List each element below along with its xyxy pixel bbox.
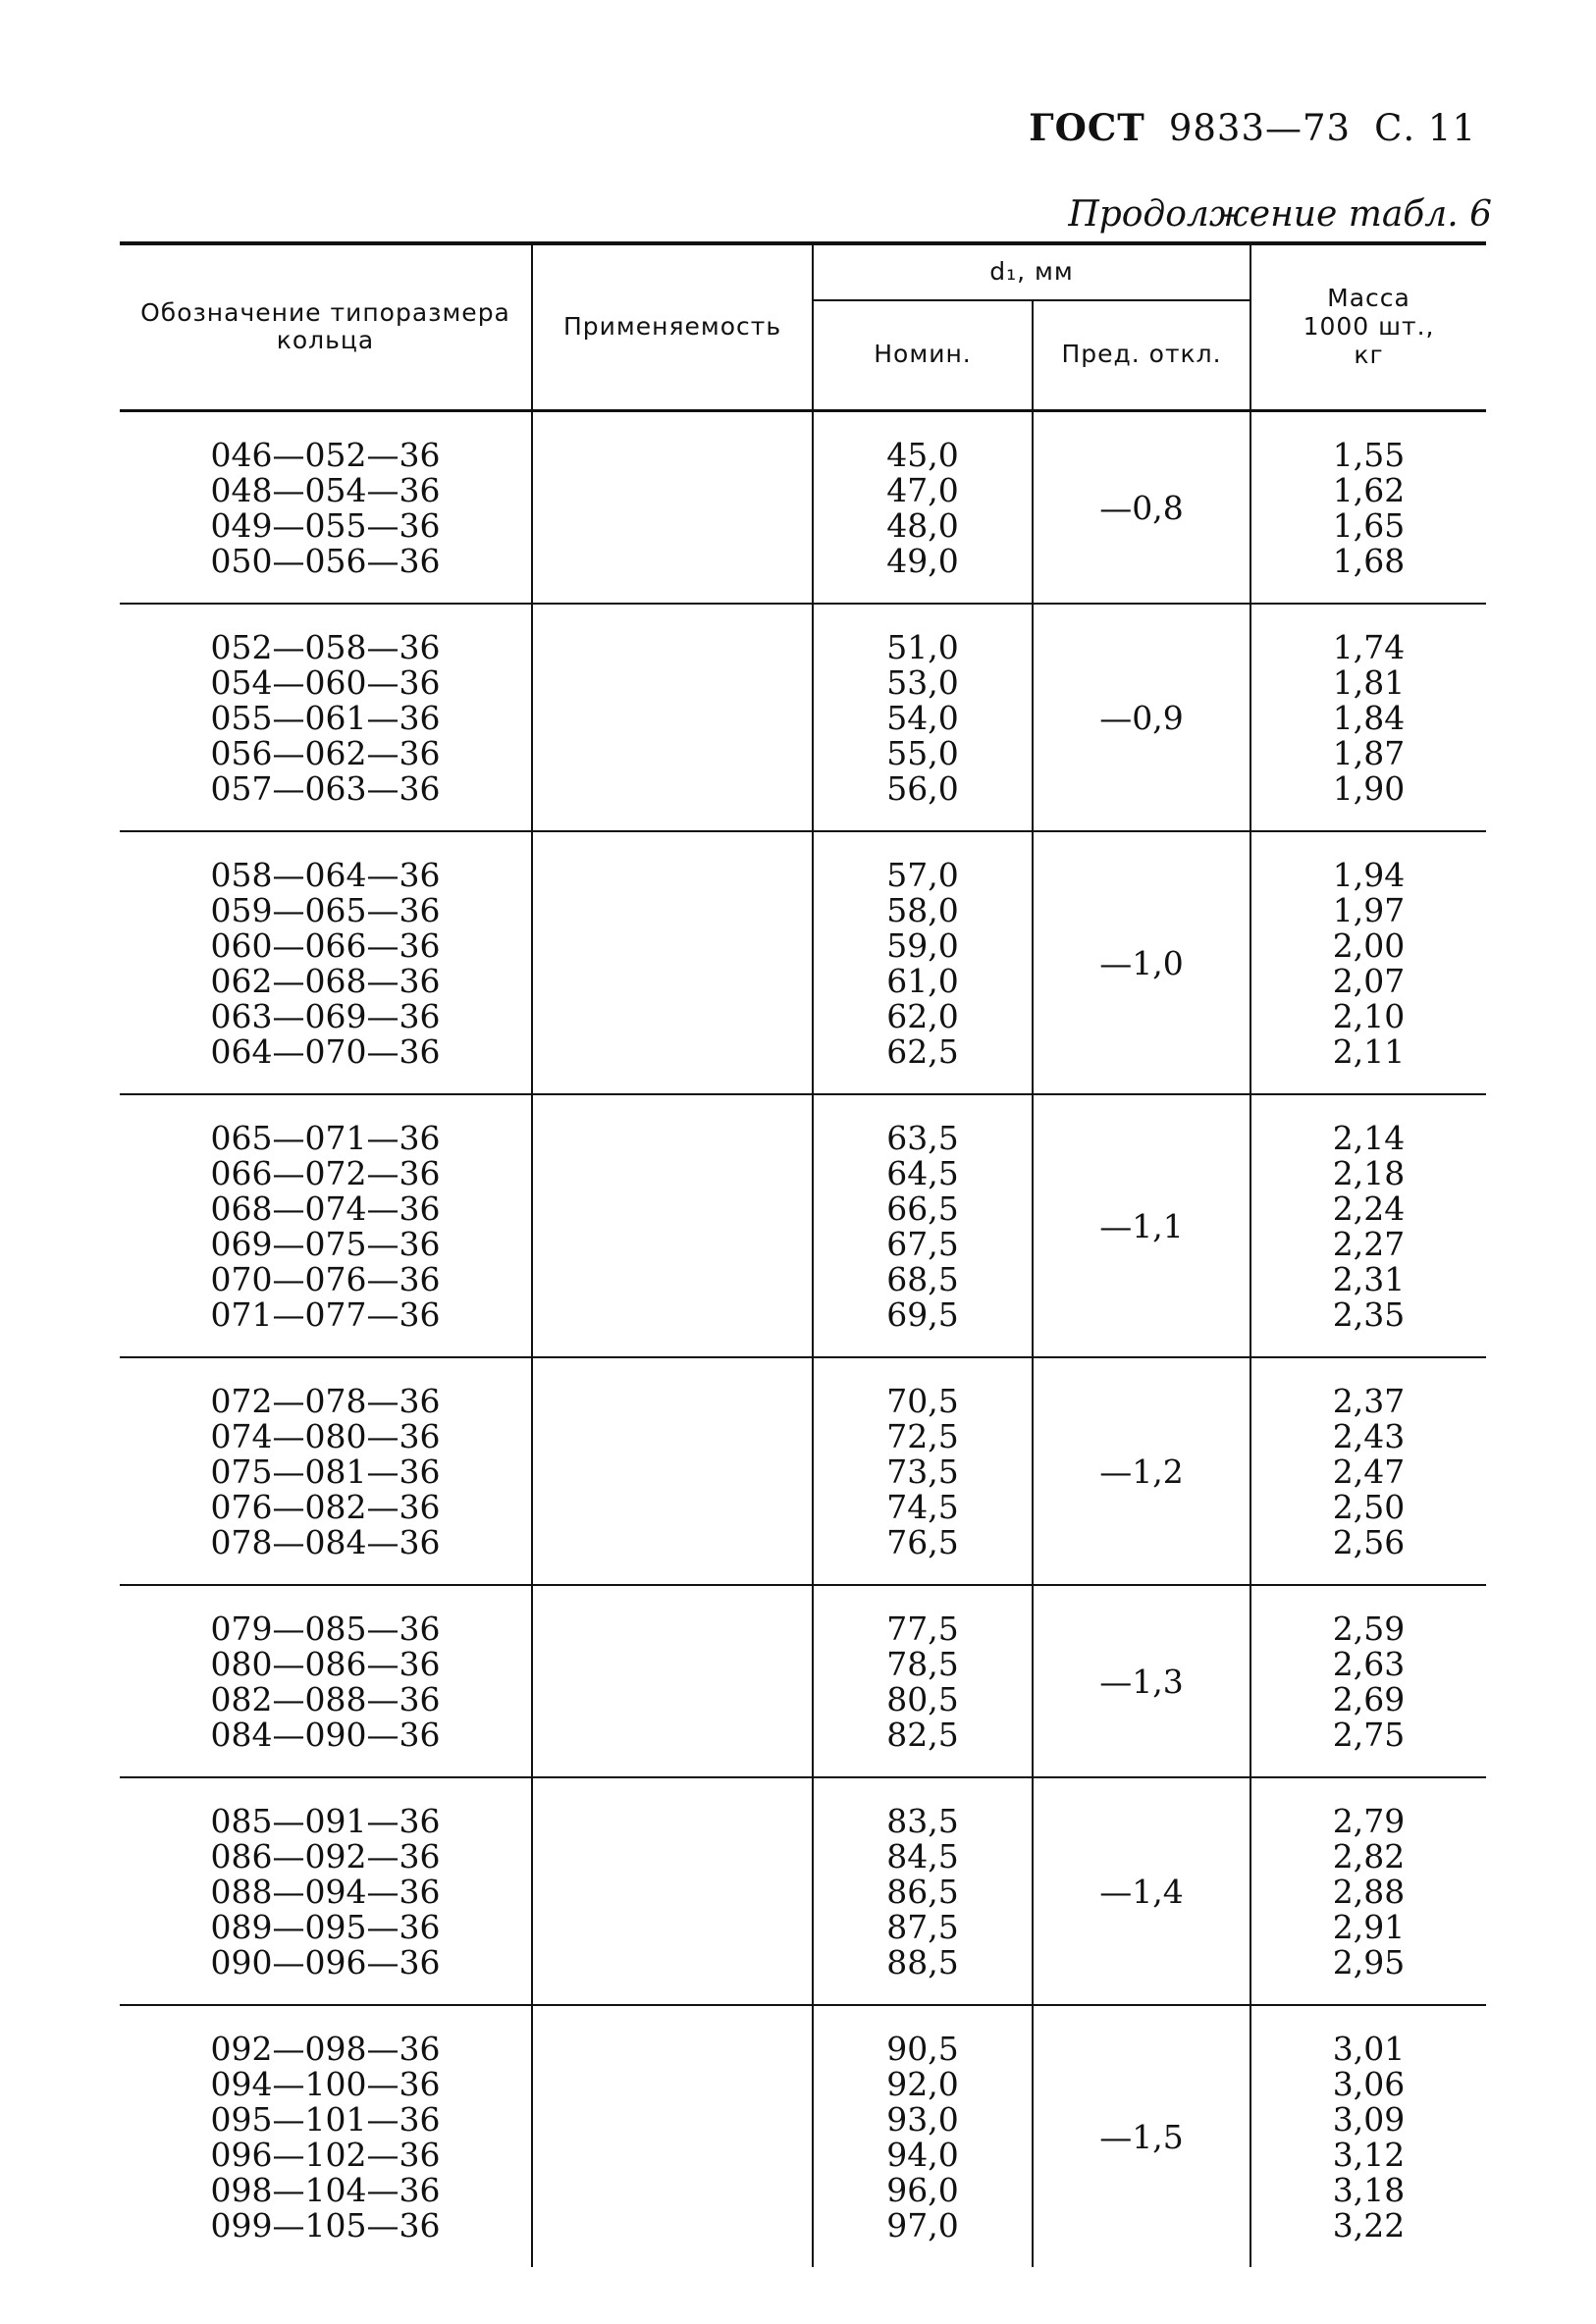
table-body [120, 410, 1486, 2267]
applicability-cell [532, 2005, 813, 2267]
table-row-group [120, 1585, 1486, 1777]
nominal-value: 57,0 [886, 855, 959, 894]
designation: 069—075—36 [210, 1224, 441, 1263]
designation: 049—055—36 [210, 505, 441, 545]
nominal-value: 73,5 [886, 1452, 959, 1491]
nominal-value: 70,5 [886, 1381, 959, 1420]
designation: 075—081—36 [210, 1452, 441, 1491]
nominal-header: Номин. [813, 300, 1033, 410]
applicability-cell [532, 1777, 813, 2005]
mass-value: 2,24 [1332, 1188, 1406, 1228]
nominal-value-cell [813, 1357, 1033, 1585]
nominal-value: 58,0 [886, 890, 959, 929]
mass-value: 2,63 [1332, 1644, 1406, 1683]
nominal-value-cell [813, 1094, 1033, 1357]
nominal-value: 47,0 [886, 470, 959, 509]
nominal-value: 66,5 [886, 1188, 959, 1228]
mass-value: 1,55 [1332, 435, 1406, 474]
designation: 099—105—36 [210, 2205, 441, 2245]
mass-value: 2,18 [1332, 1153, 1406, 1192]
designation: 090—096—36 [210, 1942, 441, 1981]
nominal-value: 72,5 [886, 1416, 959, 1455]
mass-value: 2,59 [1332, 1609, 1406, 1648]
mass-value: 2,69 [1332, 1679, 1406, 1718]
designation-cell [120, 1585, 532, 1777]
nominal-value-cell [813, 831, 1033, 1094]
tolerance-header: Пред. откл. [1033, 300, 1250, 410]
designation: 084—090—36 [210, 1715, 441, 1754]
designation: 098—104—36 [210, 2170, 441, 2209]
mass-value: 1,65 [1332, 505, 1406, 545]
nominal-value: 76,5 [886, 1522, 959, 1561]
designation: 071—077—36 [210, 1294, 441, 1334]
designation: 094—100—36 [210, 2064, 441, 2103]
mass-value: 2,95 [1332, 1942, 1406, 1981]
nominal-value: 62,5 [886, 1031, 959, 1071]
designation: 096—102—36 [210, 2135, 441, 2174]
designation: 055—061—36 [210, 698, 441, 737]
applicability-cell [532, 410, 813, 604]
nominal-value: 93,0 [886, 2099, 959, 2139]
designation-cell [120, 410, 532, 604]
designation: 086—092—36 [210, 1836, 441, 1875]
nominal-value-cell [813, 604, 1033, 831]
mass-value: 2,75 [1332, 1715, 1406, 1754]
nominal-value: 87,5 [886, 1907, 959, 1946]
designation: 048—054—36 [210, 470, 441, 509]
mass-value: 2,11 [1332, 1031, 1406, 1071]
designation: 076—082—36 [210, 1487, 441, 1526]
mass-value: 2,91 [1332, 1907, 1406, 1946]
mass-value: 1,84 [1332, 698, 1406, 737]
mass-value: 2,56 [1332, 1522, 1406, 1561]
nominal-value: 88,5 [886, 1942, 959, 1981]
mass-value: 3,18 [1332, 2170, 1406, 2209]
mass-value-cell [1250, 1585, 1486, 1777]
nominal-value: 51,0 [886, 627, 959, 666]
mass-value: 2,88 [1332, 1872, 1406, 1911]
nominal-value: 55,0 [886, 733, 959, 772]
designation: 074—080—36 [210, 1416, 441, 1455]
nominal-value: 83,5 [886, 1801, 959, 1840]
nominal-value: 80,5 [886, 1679, 959, 1718]
designation: 050—056—36 [210, 541, 441, 580]
mass-value-cell [1250, 410, 1486, 604]
designation: 085—091—36 [210, 1801, 441, 1840]
mass-value: 3,09 [1332, 2099, 1406, 2139]
nominal-value: 68,5 [886, 1259, 959, 1298]
mass-value: 1,68 [1332, 541, 1406, 580]
designation: 088—094—36 [210, 1872, 441, 1911]
mass-value: 2,43 [1332, 1416, 1406, 1455]
nominal-value: 62,0 [886, 996, 959, 1035]
tolerance-value: —1,1 [1033, 1094, 1250, 1357]
d1-header: d₁, мм [813, 243, 1250, 300]
nominal-value: 84,5 [886, 1836, 959, 1875]
designation: 082—088—36 [210, 1679, 441, 1718]
mass-value-cell [1250, 604, 1486, 831]
table-row-group [120, 1777, 1486, 2005]
nominal-value: 59,0 [886, 925, 959, 965]
mass-value: 1,74 [1332, 627, 1406, 666]
tolerance-value: —0,8 [1033, 410, 1250, 604]
nominal-value-cell [813, 1777, 1033, 2005]
nominal-value: 92,0 [886, 2064, 959, 2103]
mass-value: 2,10 [1332, 996, 1406, 1035]
nominal-value: 54,0 [886, 698, 959, 737]
nominal-value: 74,5 [886, 1487, 959, 1526]
nominal-value: 96,0 [886, 2170, 959, 2209]
designation: 080—086—36 [210, 1644, 441, 1683]
designation-cell [120, 1094, 532, 1357]
table-row-group [120, 410, 1486, 604]
applicability-cell [532, 1357, 813, 1585]
mass-value-cell [1250, 831, 1486, 1094]
nominal-value: 69,5 [886, 1294, 959, 1334]
table-row-group [120, 1357, 1486, 1585]
designation: 089—095—36 [210, 1907, 441, 1946]
designation: 078—084—36 [210, 1522, 441, 1561]
nominal-value: 48,0 [886, 505, 959, 545]
nominal-value: 53,0 [886, 662, 959, 702]
designation: 054—060—36 [210, 662, 441, 702]
tolerance-value: —1,0 [1033, 831, 1250, 1094]
designation: 062—068—36 [210, 961, 441, 1000]
designation-cell [120, 2005, 532, 2267]
nominal-value-cell [813, 1585, 1033, 1777]
nominal-value: 63,5 [886, 1118, 959, 1157]
nominal-value-cell [813, 410, 1033, 604]
mass-value: 2,79 [1332, 1801, 1406, 1840]
nominal-value: 61,0 [886, 961, 959, 1000]
designation: 052—058—36 [210, 627, 441, 666]
ring-size-table [120, 241, 1486, 2267]
designation: 057—063—36 [210, 768, 441, 808]
designation: 070—076—36 [210, 1259, 441, 1298]
nominal-value: 64,5 [886, 1153, 959, 1192]
nominal-value: 45,0 [886, 435, 959, 474]
page-number: С. 11 [1374, 107, 1476, 149]
designation: 063—069—36 [210, 996, 441, 1035]
nominal-value: 49,0 [886, 541, 959, 580]
mass-value-cell [1250, 2005, 1486, 2267]
designation: 060—066—36 [210, 925, 441, 965]
designation: 058—064—36 [210, 855, 441, 894]
designation: 068—074—36 [210, 1188, 441, 1228]
designation: 095—101—36 [210, 2099, 441, 2139]
designation: 065—071—36 [210, 1118, 441, 1157]
mass-value: 2,82 [1332, 1836, 1406, 1875]
table-row-group [120, 2005, 1486, 2267]
nominal-value: 78,5 [886, 1644, 959, 1683]
standard-number: 9833—73 [1168, 107, 1352, 149]
page-header [1029, 106, 1476, 149]
nominal-value: 77,5 [886, 1609, 959, 1648]
applicability-cell [532, 1094, 813, 1357]
table-row-group [120, 1094, 1486, 1357]
mass-value: 3,01 [1332, 2029, 1406, 2068]
mass-value: 3,22 [1332, 2205, 1406, 2245]
designation: 066—072—36 [210, 1153, 441, 1192]
tolerance-value: —1,4 [1033, 1777, 1250, 2005]
nominal-value: 90,5 [886, 2029, 959, 2068]
designation-cell [120, 831, 532, 1094]
mass-value: 2,37 [1332, 1381, 1406, 1420]
mass-value-cell [1250, 1357, 1486, 1585]
designation: 072—078—36 [210, 1381, 441, 1420]
mass-value: 2,07 [1332, 961, 1406, 1000]
applicability-cell [532, 1585, 813, 1777]
tolerance-value: —1,2 [1033, 1357, 1250, 1585]
tolerance-value: —1,3 [1033, 1585, 1250, 1777]
nominal-value: 67,5 [886, 1224, 959, 1263]
nominal-value: 97,0 [886, 2205, 959, 2245]
mass-value: 2,27 [1332, 1224, 1406, 1263]
designation-cell [120, 604, 532, 831]
nominal-value: 56,0 [886, 768, 959, 808]
mass-value-cell [1250, 1094, 1486, 1357]
designation: 064—070—36 [210, 1031, 441, 1071]
designation: 092—098—36 [210, 2029, 441, 2068]
table-caption: Продолжение табл. 6 [1068, 194, 1492, 235]
designation: 056—062—36 [210, 733, 441, 772]
mass-value: 1,87 [1332, 733, 1406, 772]
nominal-value: 94,0 [886, 2135, 959, 2174]
mass-value: 2,31 [1332, 1259, 1406, 1298]
table-row-group [120, 831, 1486, 1094]
designation-header: Обозначение типоразмера кольца [120, 243, 532, 410]
mass-value: 2,00 [1332, 925, 1406, 965]
designation: 059—065—36 [210, 890, 441, 929]
mass-value: 2,50 [1332, 1487, 1406, 1526]
mass-value: 2,35 [1332, 1294, 1406, 1334]
mass-value: 1,90 [1332, 768, 1406, 808]
designation: 046—052—36 [210, 435, 441, 474]
mass-value: 1,81 [1332, 662, 1406, 702]
nominal-value: 82,5 [886, 1715, 959, 1754]
mass-value: 1,94 [1332, 855, 1406, 894]
nominal-value-cell [813, 2005, 1033, 2267]
mass-value: 1,62 [1332, 470, 1406, 509]
tolerance-value: —1,5 [1033, 2005, 1250, 2267]
designation-cell [120, 1357, 532, 1585]
applicability-header: Применяемость [532, 243, 813, 410]
designation: 079—085—36 [210, 1609, 441, 1648]
mass-value: 2,47 [1332, 1452, 1406, 1491]
applicability-cell [532, 604, 813, 831]
mass-value-cell [1250, 1777, 1486, 2005]
designation-cell [120, 1777, 532, 2005]
mass-value: 3,12 [1332, 2135, 1406, 2174]
standard-label: ГОСТ [1029, 106, 1145, 149]
nominal-value: 86,5 [886, 1872, 959, 1911]
mass-value: 2,14 [1332, 1118, 1406, 1157]
tolerance-value: —0,9 [1033, 604, 1250, 831]
mass-header: Масса 1000 шт., кг [1250, 243, 1486, 410]
applicability-cell [532, 831, 813, 1094]
table-row-group [120, 604, 1486, 831]
mass-value: 1,97 [1332, 890, 1406, 929]
mass-value: 3,06 [1332, 2064, 1406, 2103]
